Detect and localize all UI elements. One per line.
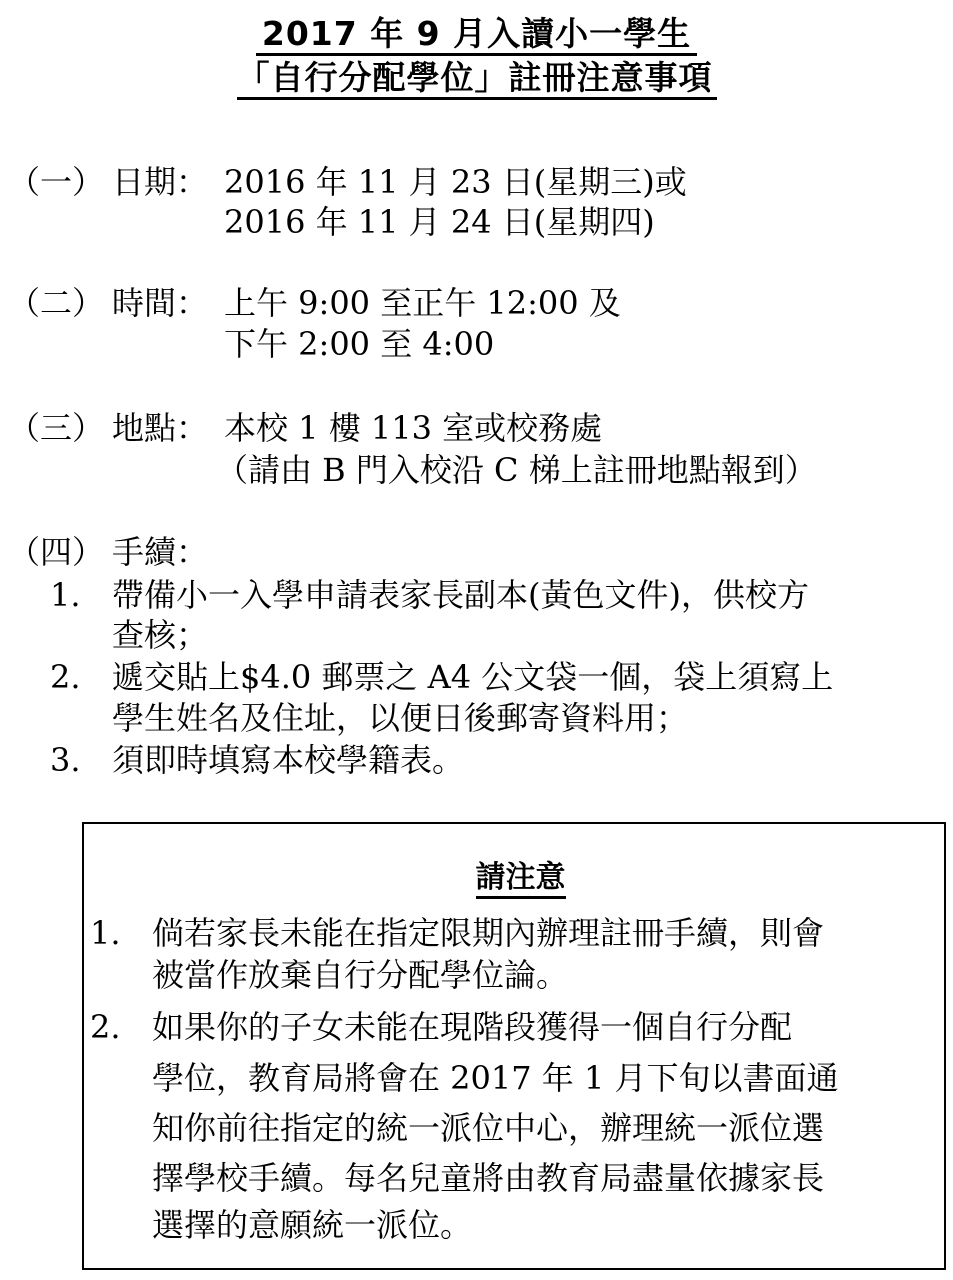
notice-2-line-3: 知你前往指定的統一派位中心，辦理統一派位選 xyxy=(152,1109,825,1147)
date-option-2: 2016 年 11 月 24 日(星期四) xyxy=(224,203,655,241)
notice-2-number: 2. xyxy=(90,1008,121,1046)
section-4-label: （四） xyxy=(8,533,105,571)
section-2-label: （二） xyxy=(8,284,105,322)
location-directions: （請由 B 門入校沿 C 梯上註冊地點報到） xyxy=(216,451,817,489)
procedure-1-line-2: 查核； xyxy=(112,616,209,654)
notice-2-line-2: 學位，教育局將會在 2017 年 1 月下旬以書面通 xyxy=(152,1059,839,1097)
page-subtitle xyxy=(0,58,953,98)
notice-1-number: 1. xyxy=(90,914,121,952)
procedure-3-line-1: 須即時填寫本校學籍表。 xyxy=(112,741,465,779)
title-line-1: 2017 年 9 月入讀小一學生 xyxy=(256,14,697,56)
title-line-2: 「自行分配學位」註冊注意事項 xyxy=(237,58,717,100)
section-3-label: （三） xyxy=(8,409,105,447)
procedure-2-line-1: 遞交貼上$4.0 郵票之 A4 公文袋一個，袋上須寫上 xyxy=(112,658,834,696)
procedure-1-line-1: 帶備小一入學申請表家長副本(黃色文件)，供校方 xyxy=(112,576,809,614)
notice-1-line-2: 被當作放棄自行分配學位論。 xyxy=(152,956,569,994)
procedure-1-number: 1. xyxy=(50,576,81,614)
section-1-label: （一） xyxy=(8,163,105,201)
procedure-2-line-2: 學生姓名及住址，以便日後郵寄資料用； xyxy=(112,699,689,737)
section-1-heading: 日期： xyxy=(112,163,209,201)
section-3-heading: 地點： xyxy=(112,409,209,447)
notice-2-line-4: 擇學校手續。每名兒童將由教育局盡量依據家長 xyxy=(152,1159,825,1197)
time-afternoon: 下午 2:00 至 4:00 xyxy=(224,325,495,363)
time-morning: 上午 9:00 至正午 12:00 及 xyxy=(224,284,621,322)
notice-title xyxy=(0,858,953,898)
procedure-3-number: 3. xyxy=(50,741,81,779)
page-title xyxy=(0,14,953,54)
section-2-heading: 時間： xyxy=(112,284,209,322)
notice-2-line-5: 選擇的意願統一派位。 xyxy=(152,1206,473,1244)
section-4-heading: 手續： xyxy=(112,533,209,571)
date-option-1: 2016 年 11 月 23 日(星期三)或 xyxy=(224,163,687,201)
notice-title-text: 請注意 xyxy=(476,860,566,899)
procedure-2-number: 2. xyxy=(50,658,81,696)
notice-1-line-1: 倘若家長未能在指定限期內辦理註冊手續，則會 xyxy=(152,914,825,952)
notice-2-line-1: 如果你的子女未能在現階段獲得一個自行分配 xyxy=(152,1008,793,1046)
location-room: 本校 1 樓 113 室或校務處 xyxy=(224,409,603,447)
